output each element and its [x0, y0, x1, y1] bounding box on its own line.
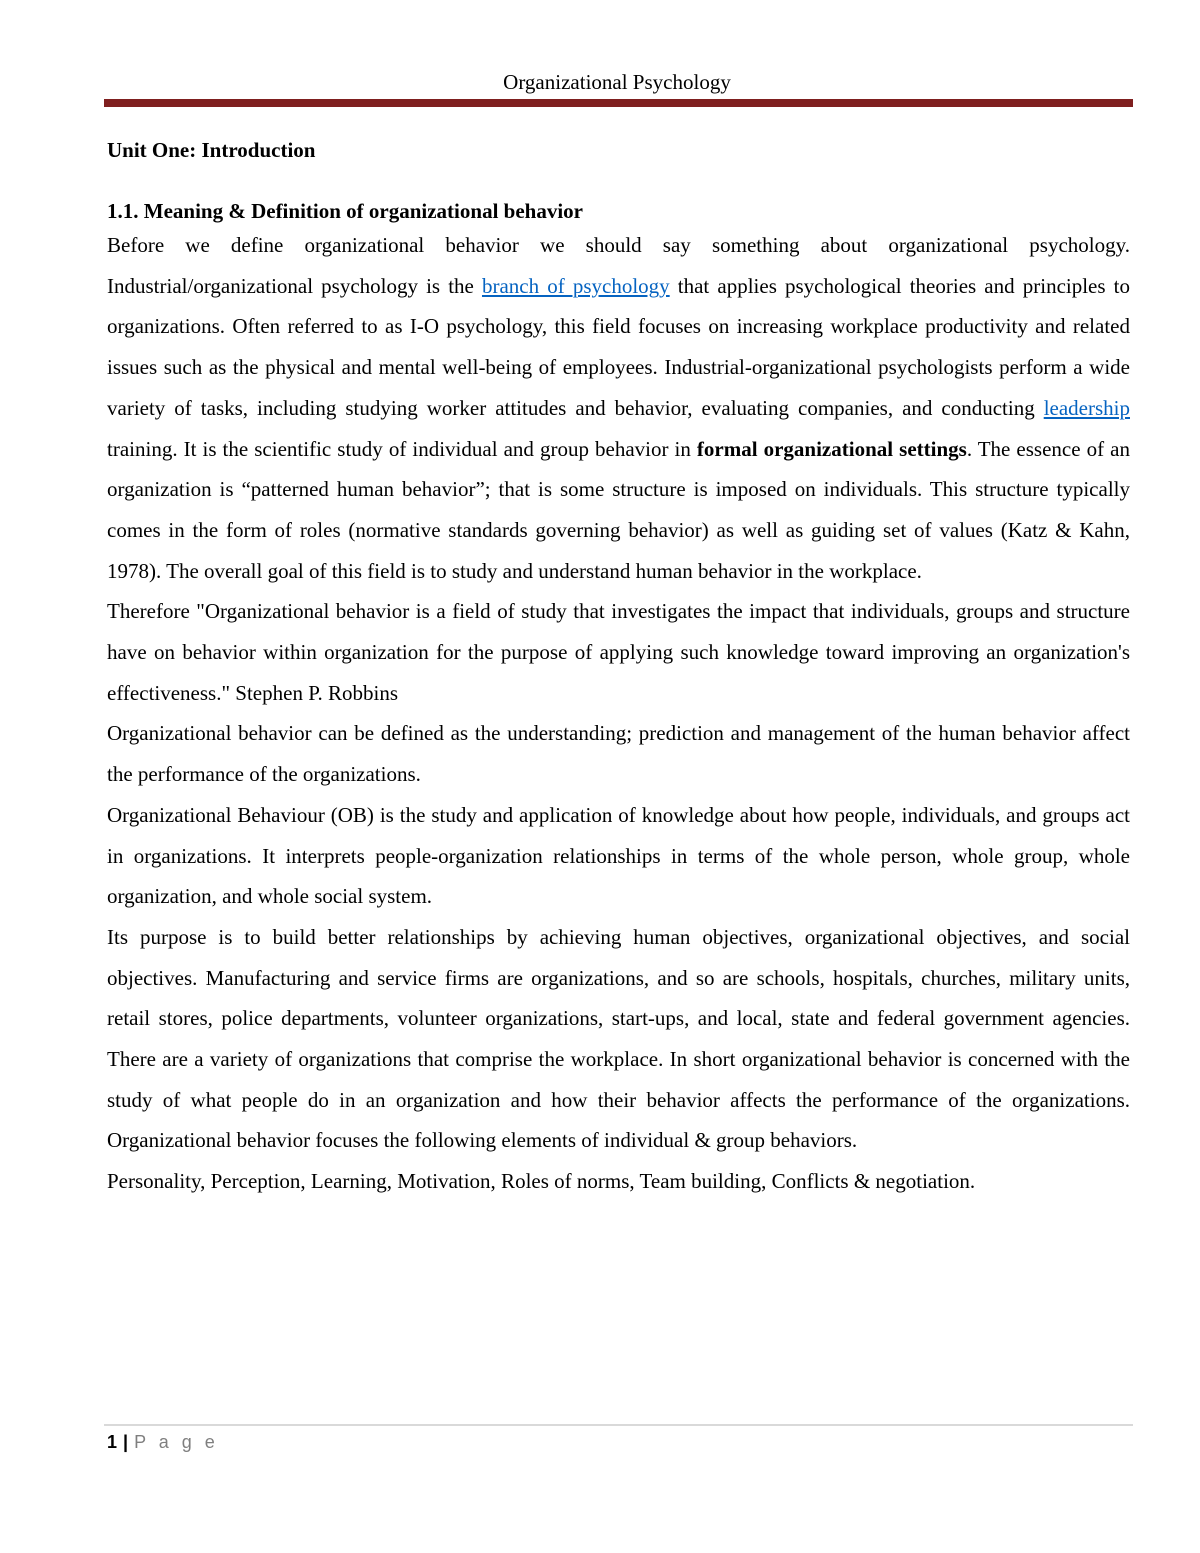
page-footer — [107, 1432, 219, 1453]
paragraph-intro-bold: formal organizational settings — [696, 436, 967, 461]
page-label: P a g e — [134, 1432, 219, 1452]
footer-rule — [104, 1424, 1133, 1426]
unit-heading: Unit One: Introduction — [107, 138, 316, 162]
paragraph-intro-text-1: Before we define organizational behavior we should say something about organizational psychology. Industrial/organizational psychology is the — [107, 233, 1130, 298]
paragraph-intro-text-4: . The essence of an organization is “patterned human behavior”; that is some structure is imposed on individuals. This structure typically comes in the form of roles (normative standards governing behavior) as well as guiding set of values (Katz & Kahn, 1978). The overall goal of this field is to study and understand human behavior in the workplace. — [107, 436, 1130, 583]
paragraph-intro-text-2: that applies psychological theories and principles to organizations. Often referred to as I-O psychology, this field focuses on increasing workplace productivity and related issues such as the physical and mental well-being of employees. Industrial-organizational psychologists perform a wide variety of tasks, including studying worker attitudes and behavior, evaluating companies, and conducting — [107, 273, 1130, 420]
paragraph-intro — [107, 225, 1130, 591]
page-content — [107, 136, 1130, 1202]
section-heading: 1.1. Meaning & Definition of organizational behavior — [107, 199, 583, 223]
paragraph-elements-list: Personality, Perception, Learning, Motivation, Roles of norms, Team building, Conflicts & negotiation. — [107, 1169, 976, 1194]
paragraph-definition-ob: Organizational Behaviour (OB) is the study and application of knowledge about how people, individuals, and groups act in organizations. It interprets people-organization relationships in terms of the whole person, whole group, whole organization, and whole social system. — [107, 802, 1130, 909]
header-rule — [104, 99, 1133, 107]
paragraph-definition-understanding: Organizational behavior can be defined as the understanding; prediction and management of the human behavior affect the performance of the organizations. — [107, 721, 1130, 787]
page-number: 1 — [107, 1432, 118, 1452]
footer-separator: | — [123, 1432, 129, 1452]
paragraph-purpose: Its purpose is to build better relationships by achieving human objectives, organizational objectives, and social objectives. Manufacturing and service firms are organizations, and so are schools, hospitals, churches, military units, retail stores, police departments, volunteer organizations, start-ups, and local, state and federal government agencies. There are a variety of organizations that comprise the workplace. In short organizational behavior is concerned with the study of what people do in an organization and how their behavior affects the performance of the organizations. Organizational behavior focuses the following elements of individual & group behaviors. — [107, 924, 1130, 1153]
page-header-title: Organizational Psychology — [503, 70, 731, 94]
leadership-link[interactable]: leadership — [1043, 395, 1130, 420]
branch-of-psychology-link[interactable]: branch of psychology — [481, 273, 670, 298]
paragraph-intro-text-3: training. It is the scientific study of individual and group behavior in — [107, 436, 697, 461]
paragraph-robbins-definition: Therefore "Organizational behavior is a field of study that investigates the impact that individuals, groups and structure have on behavior within organization for the purpose of applying such knowledge toward improving an organization's effectiveness." Stephen P. Robbins — [107, 599, 1130, 705]
